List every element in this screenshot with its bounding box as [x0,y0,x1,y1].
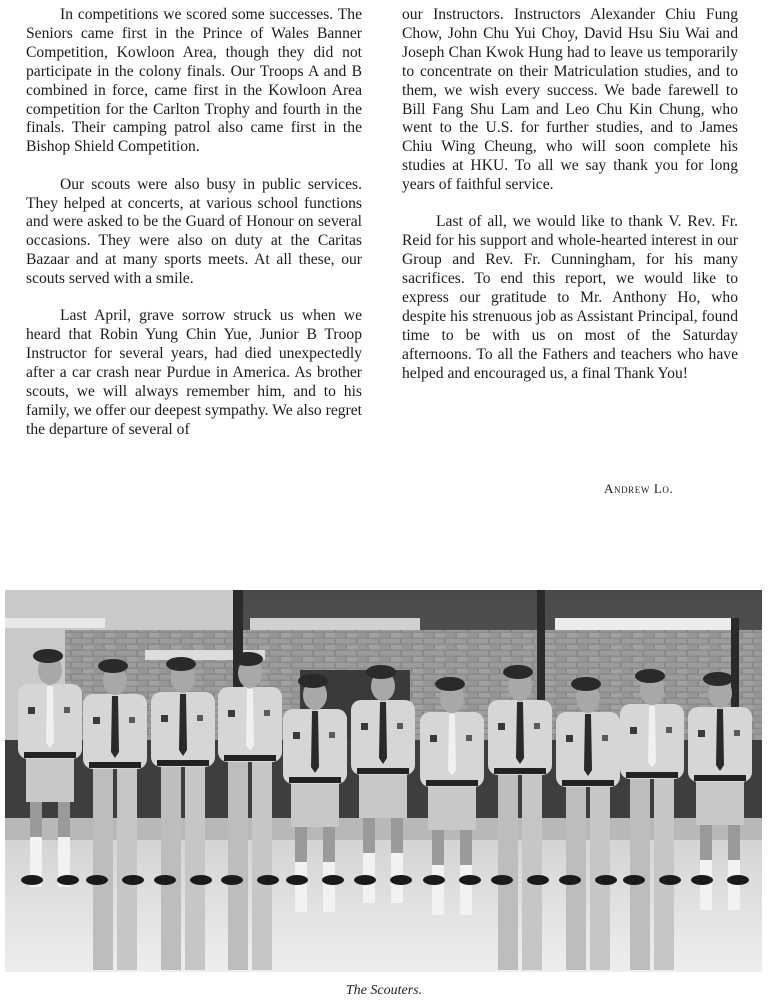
tie [311,711,319,773]
left-roof-edge [5,618,105,628]
shoe [257,875,279,885]
badge [264,710,270,716]
belt [89,762,141,768]
paragraph-public-services: Our scouts were also busy in public services. They helped at concerts, at various school functions and were asked to be the Guard of Honour on several occasions. They were also on duty at the Caritas Bazaar and at many sports meets. At all these, our scouts served with a smile. [26,175,362,288]
tie [448,714,456,776]
shoe [423,875,445,885]
beret [233,652,263,666]
beret [435,677,465,691]
shoe [559,875,581,885]
right-roof-edge [555,618,735,630]
shoe [190,875,212,885]
tie [648,706,656,768]
tie [179,694,187,756]
belt [224,755,276,761]
badge [698,730,705,737]
left-column [26,6,362,458]
badge [430,735,437,742]
beret [166,657,196,671]
shoe [322,875,344,885]
middle-roof-edge [250,618,420,630]
shoe [57,875,79,885]
paragraph-sorrow: Last April, grave sorrow struck us when we heard that Robin Yung Chin Yue, Junior B Troop Instructor for several years, had died unexpectedly after a car crash near Purdue in America. As brother scouts, we will always remember him, and to his family, we offer our deepest sympathy. We also regret the departure of several of [26,307,362,438]
badge [397,723,403,729]
badge [534,723,540,729]
belt [426,780,478,786]
shoe [86,875,108,885]
badge [161,715,168,722]
tie [716,709,724,771]
tie [584,714,592,776]
tie [516,702,524,764]
tie [111,696,119,758]
belt [157,760,209,766]
badge [293,732,300,739]
shoe [623,875,645,885]
beret [366,665,396,679]
photo-illustration [5,590,762,972]
badge [129,717,135,723]
paragraph-thanks: Last of all, we would like to thank V. Rev. Fr. Reid for his support and whole-hearted interest in our Group and Rev. Fr. Cunningham, for his many sacrifices. To end this report, we would like to express our gratitude to Mr. Anthony Ho, who despite his strenuous job as Assistant Principal, found time to be with us on most of the Saturday afternoons. To all the Fathers and teachers who have helped and encouraged us, a final Thank You! [402,213,738,382]
right-column [402,6,738,402]
badge [666,727,672,733]
belt [24,752,76,758]
belt [357,768,409,774]
badge [197,715,203,721]
tie [379,702,387,764]
shoe [154,875,176,885]
paragraph-instructors: our Instructors. Instructors Alexander Chiu Fung Chow, John Chu Yui Choy, David Hsu Siu Wai and Joseph Chan Kwok Hung had to leave us temporarily to concentrate on their Matriculation studies, and to them, we wish every success. We bade farewell to Bill Fang Shu Lam and Leo Chu Kin Chung, who went to the U.S. for further studies, and to James Chiu Wing Cheung, who will soon complete his studies at HKU. To all we say thank you for long years of faithful service. [402,6,738,194]
badge [566,735,573,742]
belt [289,777,341,783]
belt [694,775,746,781]
shoe [390,875,412,885]
belt [494,768,546,774]
shoe [221,875,243,885]
beret [703,672,733,686]
tie [246,689,254,751]
badge [466,735,472,741]
badge [630,727,637,734]
belt [626,772,678,778]
shoe [21,875,43,885]
shoe [527,875,549,885]
badge [361,723,368,730]
beret [98,659,128,673]
beret [33,649,63,663]
paragraph-competitions: In competitions we scored some successes. The Seniors came first in the Prince of Wales Banner Competition, Kowloon Area, though they did not participate in the colony finals. Our Troops A and B combined in force, came first in the Kowloon Area competition for the Carlton Trophy and fourth in the finals. Their camping patrol also came first in the Bishop Shield Competition. [26,6,362,156]
badge [734,730,740,736]
shoe [691,875,713,885]
belt [562,780,614,786]
scouters-photo [5,590,762,972]
author-signature: Andrew Lo. [604,481,674,496]
beret [503,665,533,679]
badge [64,707,70,713]
shoe [491,875,513,885]
shoe [659,875,681,885]
badge [498,723,505,730]
shoe [286,875,308,885]
shoe [727,875,749,885]
badge [228,710,235,717]
badge [602,735,608,741]
beret [571,677,601,691]
shoe [459,875,481,885]
tie [46,686,54,748]
beret [635,669,665,683]
badge [28,707,35,714]
shoe [354,875,376,885]
badge [329,732,335,738]
beret [298,674,328,688]
shoe [122,875,144,885]
shoe [595,875,617,885]
badge [93,717,100,724]
photo-caption: The Scouters. [345,983,423,998]
